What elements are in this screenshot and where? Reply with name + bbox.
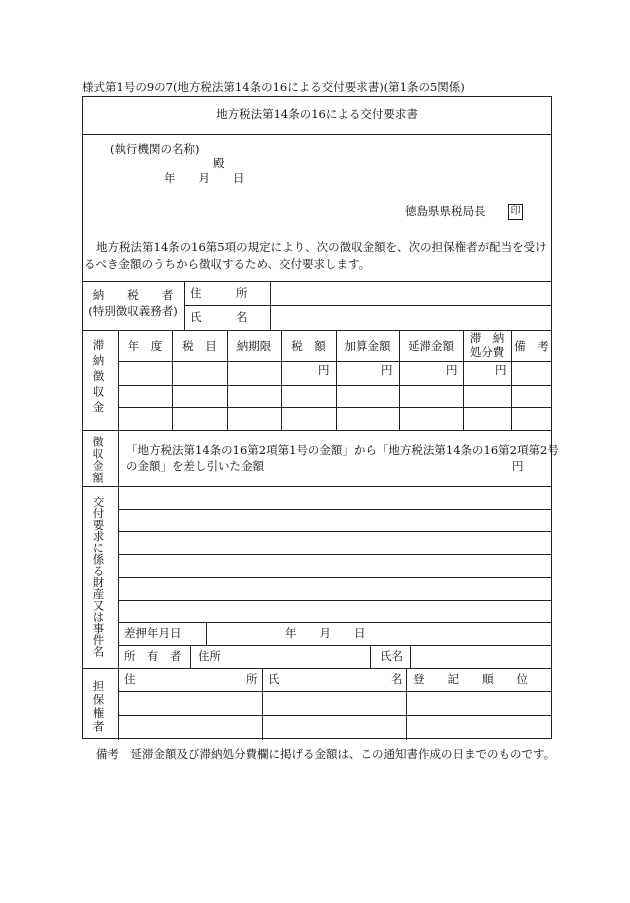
- document-title: 地方税法第14条の16による交付要求書: [216, 107, 418, 121]
- header-remarks: 備 考: [514, 339, 549, 353]
- header-delinquency-amount: 延滞金額: [408, 339, 454, 353]
- header-due-date: 納期限: [236, 339, 272, 353]
- taxpayer-name-label: 氏 名: [190, 310, 248, 324]
- taxpayer-name-field[interactable]: [272, 307, 550, 328]
- body-text-line-2: るべき金額のうちから徴収するため、交付要求します。: [84, 257, 371, 271]
- arrears-section-label: 滞納徴収金: [91, 339, 106, 417]
- seal-mark: 印: [508, 204, 523, 220]
- collection-section-label: 徴収金額: [91, 436, 104, 484]
- property-section-label: 交付要求に係る財産又は事件名: [91, 496, 106, 657]
- form-id: 様式第1号の9の7(地方税法第14条の16による交付要求書)(第1条の5関係): [82, 80, 465, 94]
- special-collector-label: (特別徴収義務者): [88, 304, 178, 318]
- footnote: 備考 延滞金額及び滞納処分費欄に掲げる金額は、この通知書作成の日までのものです。: [96, 747, 556, 761]
- owner-address-label: 住所: [198, 649, 221, 663]
- yen-unit: 円: [495, 363, 507, 377]
- issue-date: 年 月 日: [164, 171, 245, 185]
- header-tax-item: 税 目: [182, 339, 217, 353]
- seizure-date-label: 差押年月日: [124, 626, 182, 640]
- addressee-honorific: 殿: [213, 156, 225, 170]
- header-tax-amount: 税 額: [291, 339, 326, 353]
- header-disposal-cost: 滞 納: [469, 331, 505, 345]
- body-text-line-1: 地方税法第14条の16第5項の規定により、次の徴収金額を、次の担保権者が配当を受け: [96, 240, 547, 254]
- secured-address-label-b: 所: [246, 672, 258, 686]
- yen-unit: 円: [318, 363, 330, 377]
- owner-label: 所 有 者: [124, 649, 182, 663]
- collection-text-line-2: の金額」を差し引いた金額: [126, 459, 264, 473]
- secured-creditor-section-label: 担保権者: [91, 680, 106, 734]
- collection-yen-unit: 円: [512, 459, 524, 473]
- header-added-amount: 加算金額: [344, 339, 391, 353]
- taxpayer-address-label: 住 所: [190, 286, 248, 300]
- secured-name-label-b: 名: [391, 672, 403, 686]
- seizure-date: 年 月 日: [285, 626, 366, 640]
- form-frame: [82, 96, 552, 739]
- secured-address-label-a: 住: [124, 672, 136, 686]
- header-fiscal-year: 年 度: [127, 339, 163, 353]
- secured-name-label-a: 氏: [268, 672, 280, 686]
- yen-unit: 円: [446, 363, 458, 377]
- yen-unit: 円: [381, 363, 393, 377]
- header-disposal-cost-sub: 処分費: [469, 345, 505, 359]
- addressee-org-label: (執行機関の名称): [110, 142, 200, 156]
- issuer-name: 徳島県県税局長: [405, 204, 486, 218]
- taxpayer-address-field[interactable]: [272, 283, 550, 303]
- collection-text-line-1: 「地方税法第14条の16第2項第1号の金額」から「地方税法第14条の16第2項第2号: [126, 443, 559, 457]
- taxpayer-label: 納 税 者: [92, 288, 174, 302]
- owner-name-label: 氏名: [380, 649, 403, 663]
- registration-order-label: 登 記 順 位: [413, 672, 528, 686]
